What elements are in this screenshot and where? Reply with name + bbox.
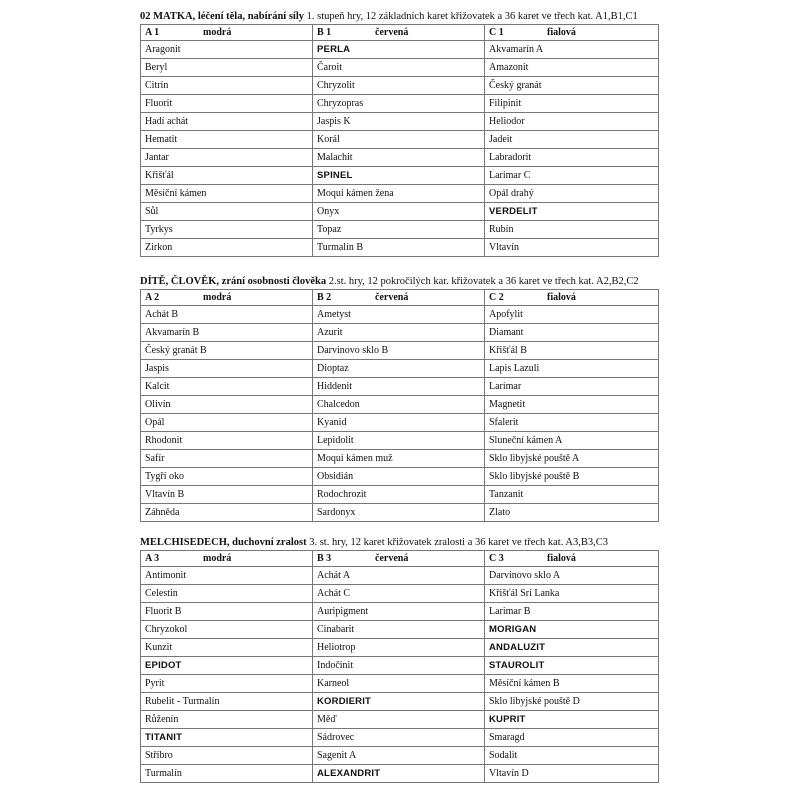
- table-cell: Opál: [141, 414, 313, 432]
- table-cell: Měď: [313, 711, 485, 729]
- table-cell: Chryzopras: [313, 95, 485, 113]
- table-row: [141, 675, 659, 693]
- table-cell: Rubelit - Turmalín: [141, 693, 313, 711]
- table-row: [141, 342, 659, 360]
- table-cell: Heliotrop: [313, 639, 485, 657]
- column-color: červená: [375, 27, 409, 38]
- section-heading-rest: 3. st. hry, 12 karet křižovatek zralosti a 36 karet ve třech kat. A3,B3,C3: [306, 537, 608, 548]
- table-cell: Amazonit: [485, 59, 659, 77]
- section-heading: [140, 536, 660, 550]
- table-cell: Antimonit: [141, 567, 313, 585]
- table-cell: Darvinovo sklo A: [485, 567, 659, 585]
- table-cell: Sluneční kámen A: [485, 432, 659, 450]
- table-cell: Vltavín B: [141, 486, 313, 504]
- table-cell: Turmalín B: [313, 239, 485, 257]
- column-color: fialová: [547, 553, 576, 564]
- table-cell: Achát B: [141, 306, 313, 324]
- table-cell: Aragonit: [141, 41, 313, 59]
- column-header: [485, 290, 659, 306]
- table-cell: Rodochrozit: [313, 486, 485, 504]
- table-cell: Křišťál: [141, 167, 313, 185]
- table-cell: Moqui kámen muž: [313, 450, 485, 468]
- column-header: [141, 25, 313, 41]
- table-row: [141, 504, 659, 522]
- table-cell: Jaspis: [141, 360, 313, 378]
- table-cell: Sklo libyjské pouště D: [485, 693, 659, 711]
- section-dite-clovek: [140, 275, 660, 522]
- table-cell: Sádrovec: [313, 729, 485, 747]
- table-cell: Sůl: [141, 203, 313, 221]
- table-cell: Turmalín: [141, 765, 313, 783]
- table-row: [141, 747, 659, 765]
- table-cell: Sardonyx: [313, 504, 485, 522]
- table-cell: Záhněda: [141, 504, 313, 522]
- table-cell: Indočinit: [313, 657, 485, 675]
- table-cell: Měsíční kámen B: [485, 675, 659, 693]
- table-row: [141, 239, 659, 257]
- section-heading-rest: 1. stupeň hry, 12 základních karet křižovatek a 36 karet ve třech kat. A1,B1,C1: [304, 11, 638, 22]
- column-code: A 3: [145, 553, 160, 564]
- table-row: [141, 203, 659, 221]
- table-cell: Achát A: [313, 567, 485, 585]
- table-cell: Tyrkys: [141, 221, 313, 239]
- table-row: [141, 603, 659, 621]
- table-cell: Jaspis K: [313, 113, 485, 131]
- table-cell: Sfalerit: [485, 414, 659, 432]
- table-cell: Křišťál B: [485, 342, 659, 360]
- table-cell: ALEXANDRIT: [313, 765, 485, 783]
- table-row: [141, 360, 659, 378]
- table-cell: Darvinovo sklo B: [313, 342, 485, 360]
- table-cell: Hiddenit: [313, 378, 485, 396]
- table-cell: VERDELIT: [485, 203, 659, 221]
- table-cell: Jadeit: [485, 131, 659, 149]
- column-code: A 1: [145, 27, 160, 38]
- table-cell: Apofylit: [485, 306, 659, 324]
- table-cell: Karneol: [313, 675, 485, 693]
- table-cell: Rubín: [485, 221, 659, 239]
- column-color: modrá: [203, 27, 232, 38]
- column-code: C 3: [489, 553, 504, 564]
- table-row: [141, 711, 659, 729]
- table-cell: Korál: [313, 131, 485, 149]
- table-cell: Larimar C: [485, 167, 659, 185]
- table-row: [141, 167, 659, 185]
- table-row: [141, 221, 659, 239]
- table-row: [141, 396, 659, 414]
- column-color: červená: [375, 292, 409, 303]
- column-code: B 2: [317, 292, 332, 303]
- table-row: [141, 185, 659, 203]
- table-cell: Český granát: [485, 77, 659, 95]
- table-cell: Chalcedon: [313, 396, 485, 414]
- stones-table-3: [140, 550, 659, 783]
- table-cell: Vltavín: [485, 239, 659, 257]
- table-cell: Moqui kámen žena: [313, 185, 485, 203]
- table-cell: Chryzolit: [313, 77, 485, 95]
- table-row: [141, 432, 659, 450]
- table-cell: Opál drahý: [485, 185, 659, 203]
- table-row: [141, 765, 659, 783]
- stones-table-1: [140, 24, 659, 257]
- table-cell: Heliodor: [485, 113, 659, 131]
- table-cell: Čaroit: [313, 59, 485, 77]
- table-cell: Chryzokol: [141, 621, 313, 639]
- column-header: [313, 290, 485, 306]
- section-heading-lead: 02 MATKA, léčení těla, nabírání síly: [140, 11, 305, 22]
- table-cell: Vltavín D: [485, 765, 659, 783]
- column-header: [485, 551, 659, 567]
- table-cell: ANDALUZIT: [485, 639, 659, 657]
- table-cell: Azurit: [313, 324, 485, 342]
- section-heading: [140, 10, 660, 24]
- column-header: [313, 25, 485, 41]
- table-row: [141, 486, 659, 504]
- table-cell: Citrín: [141, 77, 313, 95]
- table-cell: Lepidolit: [313, 432, 485, 450]
- table-cell: Fluorit B: [141, 603, 313, 621]
- table-cell: EPIDOT: [141, 657, 313, 675]
- table-row: [141, 693, 659, 711]
- table-cell: KORDIERIT: [313, 693, 485, 711]
- table-cell: Hadí achát: [141, 113, 313, 131]
- table-row: [141, 450, 659, 468]
- stones-table-2: [140, 289, 659, 522]
- table-header-row: [141, 25, 659, 41]
- table-cell: Labradorit: [485, 149, 659, 167]
- table-cell: Český granát B: [141, 342, 313, 360]
- table-row: [141, 468, 659, 486]
- table-cell: Křišťál Srí Lanka: [485, 585, 659, 603]
- table-cell: Larimar: [485, 378, 659, 396]
- table-cell: Rhodonit: [141, 432, 313, 450]
- table-cell: Beryl: [141, 59, 313, 77]
- column-header: [313, 551, 485, 567]
- table-cell: Akvamarín A: [485, 41, 659, 59]
- table-cell: Tanzanit: [485, 486, 659, 504]
- table-cell: Malachit: [313, 149, 485, 167]
- column-header: [141, 551, 313, 567]
- table-cell: Cinabarit: [313, 621, 485, 639]
- table-cell: Tygří oko: [141, 468, 313, 486]
- section-heading-rest: 2.st. hry, 12 pokročilých kar. křižovatek a 36 karet ve třech kat. A2,B2,C2: [326, 276, 639, 287]
- table-row: [141, 585, 659, 603]
- table-cell: Lapis Lazuli: [485, 360, 659, 378]
- table-cell: Obsidián: [313, 468, 485, 486]
- table-cell: Kunzit: [141, 639, 313, 657]
- section-heading: [140, 275, 660, 289]
- column-color: fialová: [547, 292, 576, 303]
- table-cell: Auripigment: [313, 603, 485, 621]
- table-cell: SPINEL: [313, 167, 485, 185]
- table-cell: Celestin: [141, 585, 313, 603]
- table-cell: PERLA: [313, 41, 485, 59]
- table-row: [141, 621, 659, 639]
- table-cell: Safír: [141, 450, 313, 468]
- column-color: modrá: [203, 292, 232, 303]
- column-header: [485, 25, 659, 41]
- table-cell: Hematit: [141, 131, 313, 149]
- table-cell: Dioptaz: [313, 360, 485, 378]
- table-cell: Sagenit A: [313, 747, 485, 765]
- table-cell: Topaz: [313, 221, 485, 239]
- table-cell: Achát C: [313, 585, 485, 603]
- section-heading-lead: DÍTĚ, ČLOVĚK, zrání osobnosti člověka: [140, 276, 327, 287]
- section-heading-lead: MELCHISEDECH, duchovní zralost: [140, 537, 307, 548]
- table-cell: Růženín: [141, 711, 313, 729]
- table-cell: STAUROLIT: [485, 657, 659, 675]
- table-cell: Olivín: [141, 396, 313, 414]
- table-cell: MORIGAN: [485, 621, 659, 639]
- column-code: B 1: [317, 27, 332, 38]
- table-row: [141, 324, 659, 342]
- table-cell: Smaragd: [485, 729, 659, 747]
- table-row: [141, 306, 659, 324]
- table-row: [141, 414, 659, 432]
- table-cell: Onyx: [313, 203, 485, 221]
- table-cell: Magnetit: [485, 396, 659, 414]
- section-melchisedech: [140, 536, 660, 783]
- table-cell: Sklo libyjské pouště B: [485, 468, 659, 486]
- table-row: [141, 41, 659, 59]
- table-cell: Kyanid: [313, 414, 485, 432]
- table-row: [141, 149, 659, 167]
- table-cell: Ametyst: [313, 306, 485, 324]
- column-code: C 1: [489, 27, 504, 38]
- table-row: [141, 95, 659, 113]
- table-cell: Měsíční kámen: [141, 185, 313, 203]
- column-header: [141, 290, 313, 306]
- table-cell: TITANIT: [141, 729, 313, 747]
- table-row: [141, 378, 659, 396]
- table-row: [141, 131, 659, 149]
- table-cell: Zlato: [485, 504, 659, 522]
- table-header-row: [141, 290, 659, 306]
- table-row: [141, 77, 659, 95]
- table-row: [141, 639, 659, 657]
- table-row: [141, 113, 659, 131]
- column-code: A 2: [145, 292, 160, 303]
- table-cell: Stříbro: [141, 747, 313, 765]
- column-code: B 3: [317, 553, 332, 564]
- table-row: [141, 567, 659, 585]
- section-matka: [140, 10, 660, 257]
- table-cell: Filipinit: [485, 95, 659, 113]
- table-cell: Zirkon: [141, 239, 313, 257]
- table-cell: KUPRIT: [485, 711, 659, 729]
- table-row: [141, 59, 659, 77]
- table-cell: Diamant: [485, 324, 659, 342]
- table-cell: Kalcit: [141, 378, 313, 396]
- table-cell: Pyrit: [141, 675, 313, 693]
- table-cell: Akvamarín B: [141, 324, 313, 342]
- table-cell: Fluorit: [141, 95, 313, 113]
- table-header-row: [141, 551, 659, 567]
- table-cell: Jantar: [141, 149, 313, 167]
- column-color: červená: [375, 553, 409, 564]
- table-cell: Larimar B: [485, 603, 659, 621]
- column-color: modrá: [203, 553, 232, 564]
- table-row: [141, 729, 659, 747]
- table-cell: Sodalit: [485, 747, 659, 765]
- table-row: [141, 657, 659, 675]
- column-color: fialová: [547, 27, 576, 38]
- table-cell: Sklo libyjské pouště A: [485, 450, 659, 468]
- column-code: C 2: [489, 292, 504, 303]
